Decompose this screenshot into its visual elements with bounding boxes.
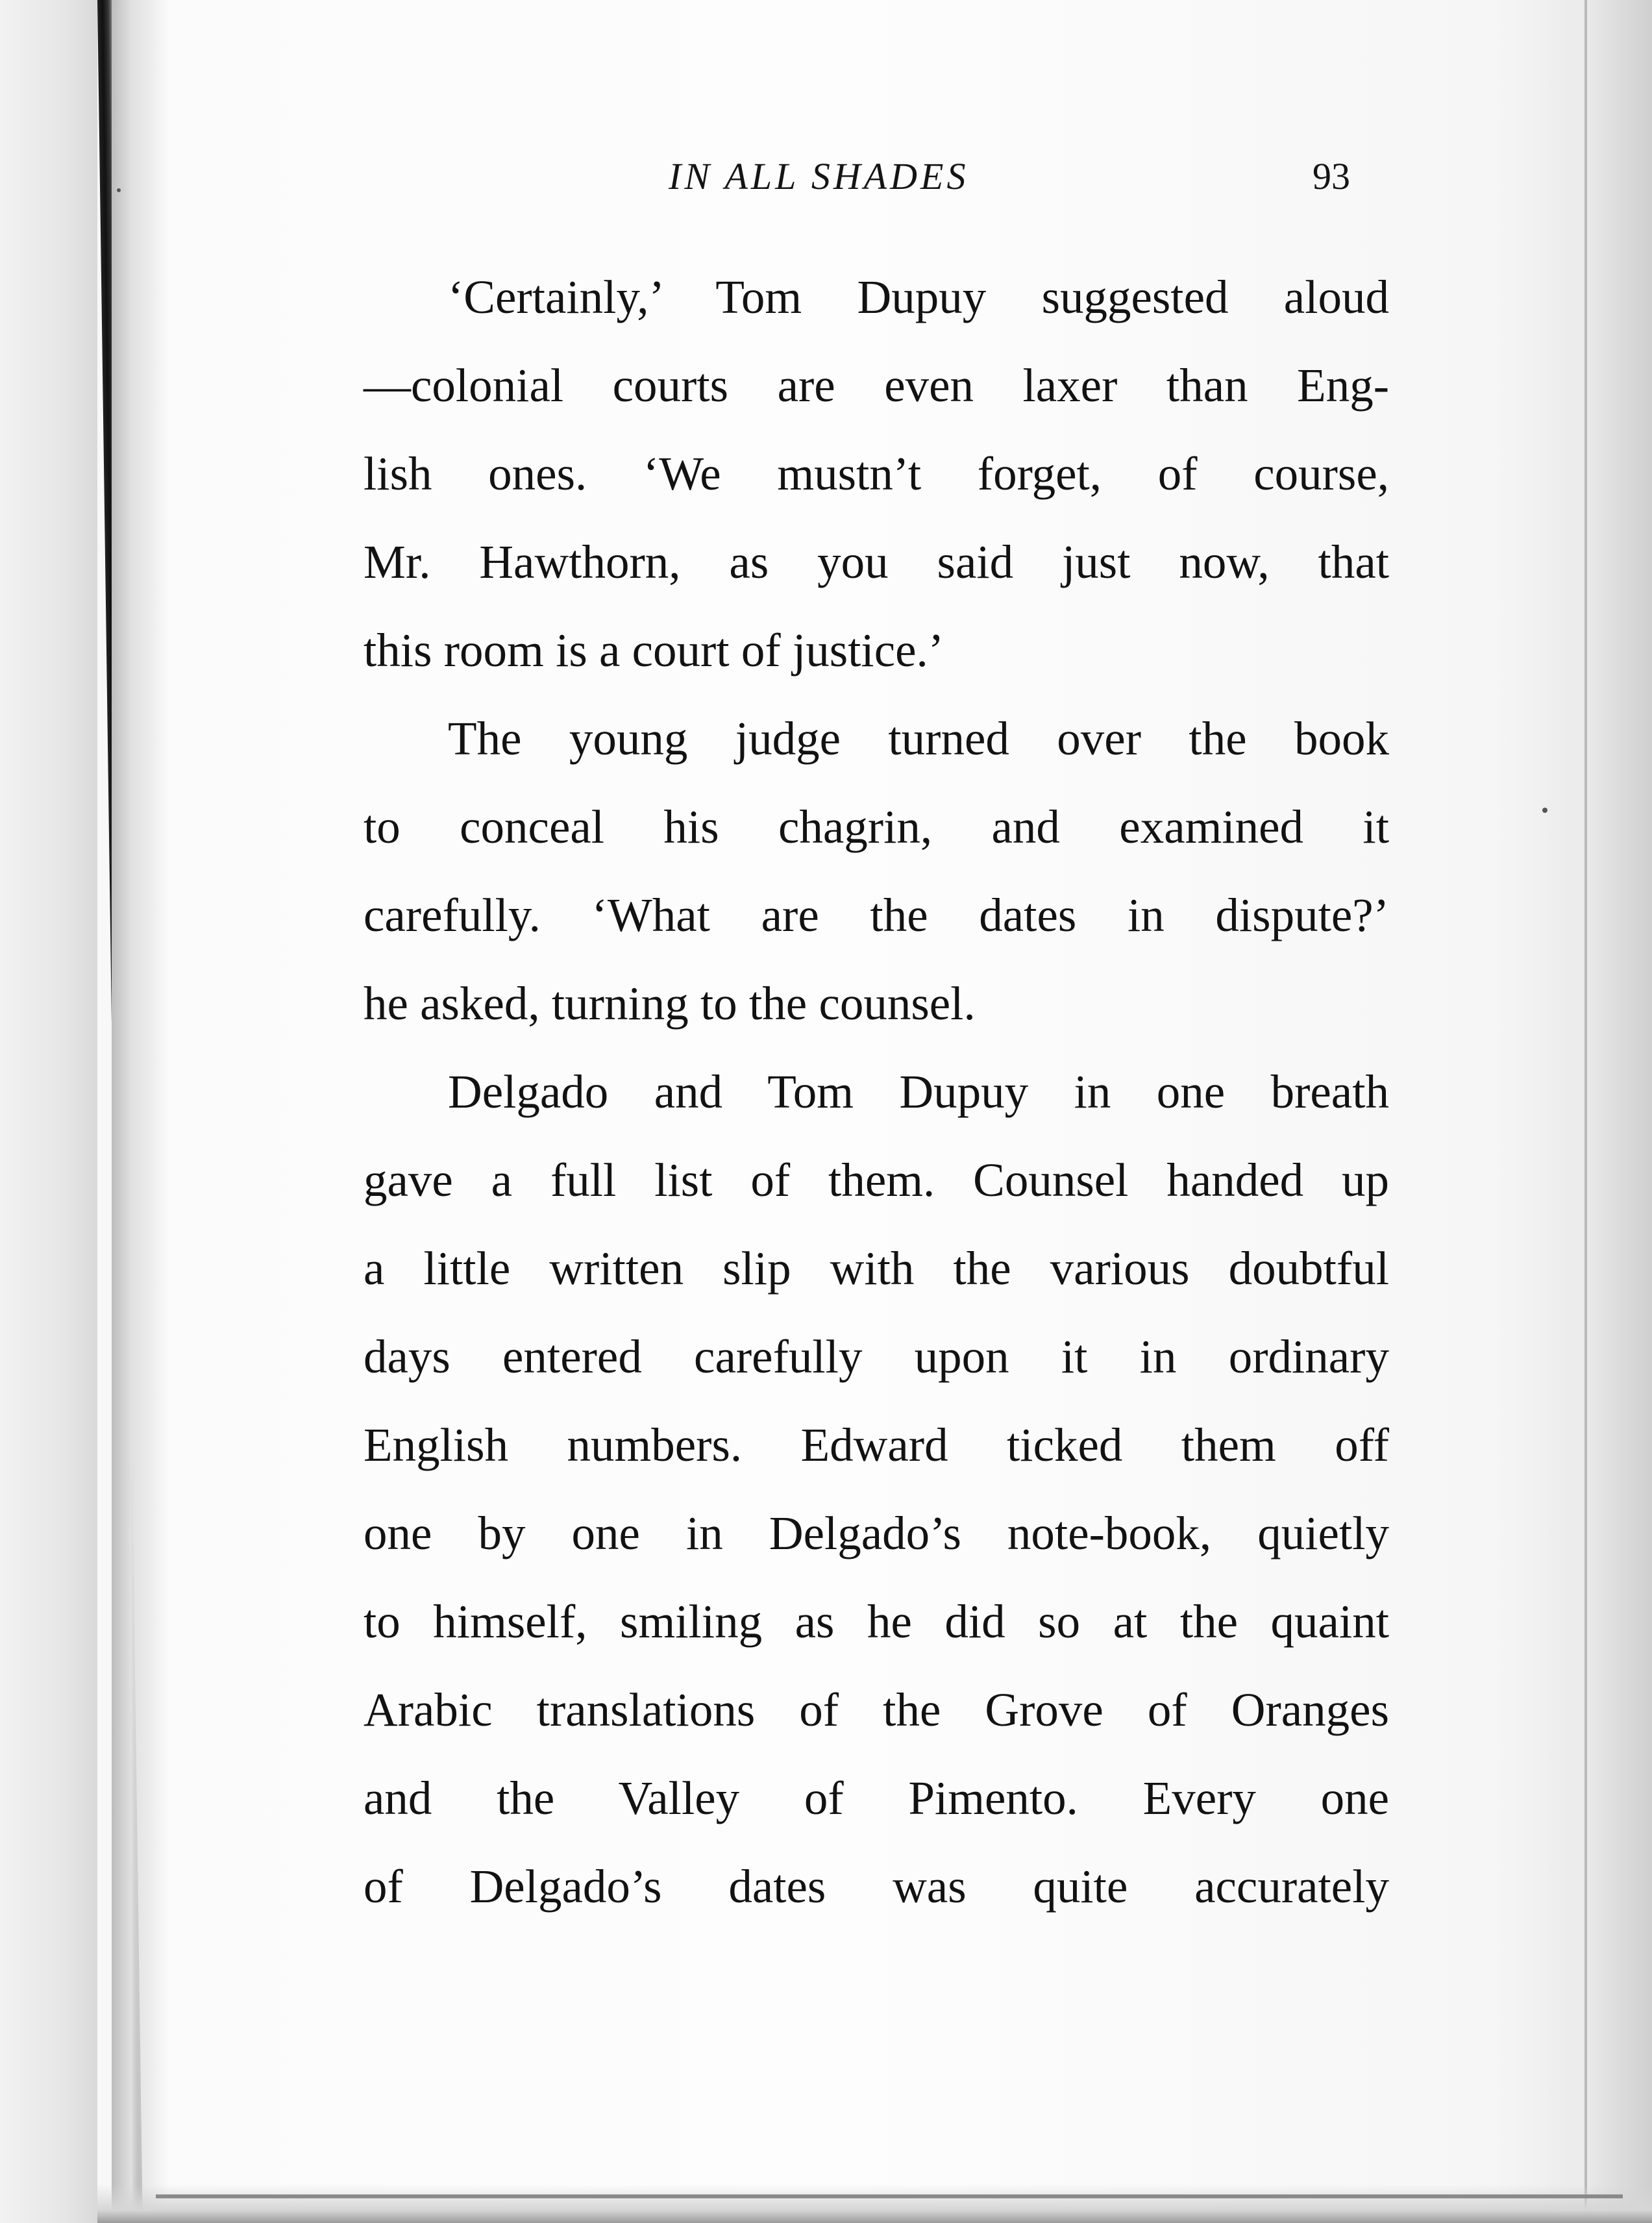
text-line: and the Valley of Pimento. Every one xyxy=(364,1772,1389,1824)
text-line: English numbers. Edward ticked them off xyxy=(364,1419,1389,1471)
text-line: one by one in Delgado’s note-book, quietly xyxy=(364,1507,1389,1559)
text-line: lish ones. ‘We mustn’t forget, of course, xyxy=(364,447,1389,500)
bottom-edge-line xyxy=(156,2194,1623,2198)
text-line: The young judge turned over the book xyxy=(448,712,1389,765)
text-line: Delgado and Tom Dupuy in one breath xyxy=(448,1065,1389,1118)
text-line: ‘Certainly,’ Tom Dupuy suggested aloud xyxy=(448,271,1389,323)
text-line: Arabic translations of the Grove of Oranges xyxy=(364,1683,1389,1736)
body-text xyxy=(364,253,1389,1931)
text-line: to himself, smiling as he did so at the quaint xyxy=(364,1595,1389,1648)
text-line: gave a full list of them. Counsel handed up xyxy=(364,1154,1389,1206)
ink-speck xyxy=(1542,808,1547,813)
text-line: he asked, turning to the counsel. xyxy=(364,977,976,1030)
text-line: a little written slip with the various doubtful xyxy=(364,1242,1389,1295)
text-line: of Delgado’s dates was quite accurately xyxy=(364,1860,1389,1913)
ink-speck xyxy=(117,188,121,192)
right-edge-line xyxy=(1584,0,1587,2223)
text-line: Mr. Hawthorn, as you said just now, that xyxy=(364,536,1389,588)
text-line: this room is a court of justice.’ xyxy=(364,624,944,677)
text-line: carefully. ‘What are the dates in dispute?’ xyxy=(364,889,1389,941)
page-number: 93 xyxy=(1313,155,1350,197)
text-line: —colonial courts are even laxer than Eng- xyxy=(364,359,1389,412)
running-head: IN ALL SHADES xyxy=(669,155,969,197)
bottom-page-edge xyxy=(97,2184,1652,2223)
page-header xyxy=(584,155,1350,213)
text-line: to conceal his chagrin, and examined it xyxy=(364,801,1389,853)
left-margin xyxy=(0,0,97,2223)
right-page-edge xyxy=(1542,0,1652,2223)
binding-shadow xyxy=(112,0,170,2223)
text-line: days entered carefully upon it in ordinary xyxy=(364,1330,1389,1383)
